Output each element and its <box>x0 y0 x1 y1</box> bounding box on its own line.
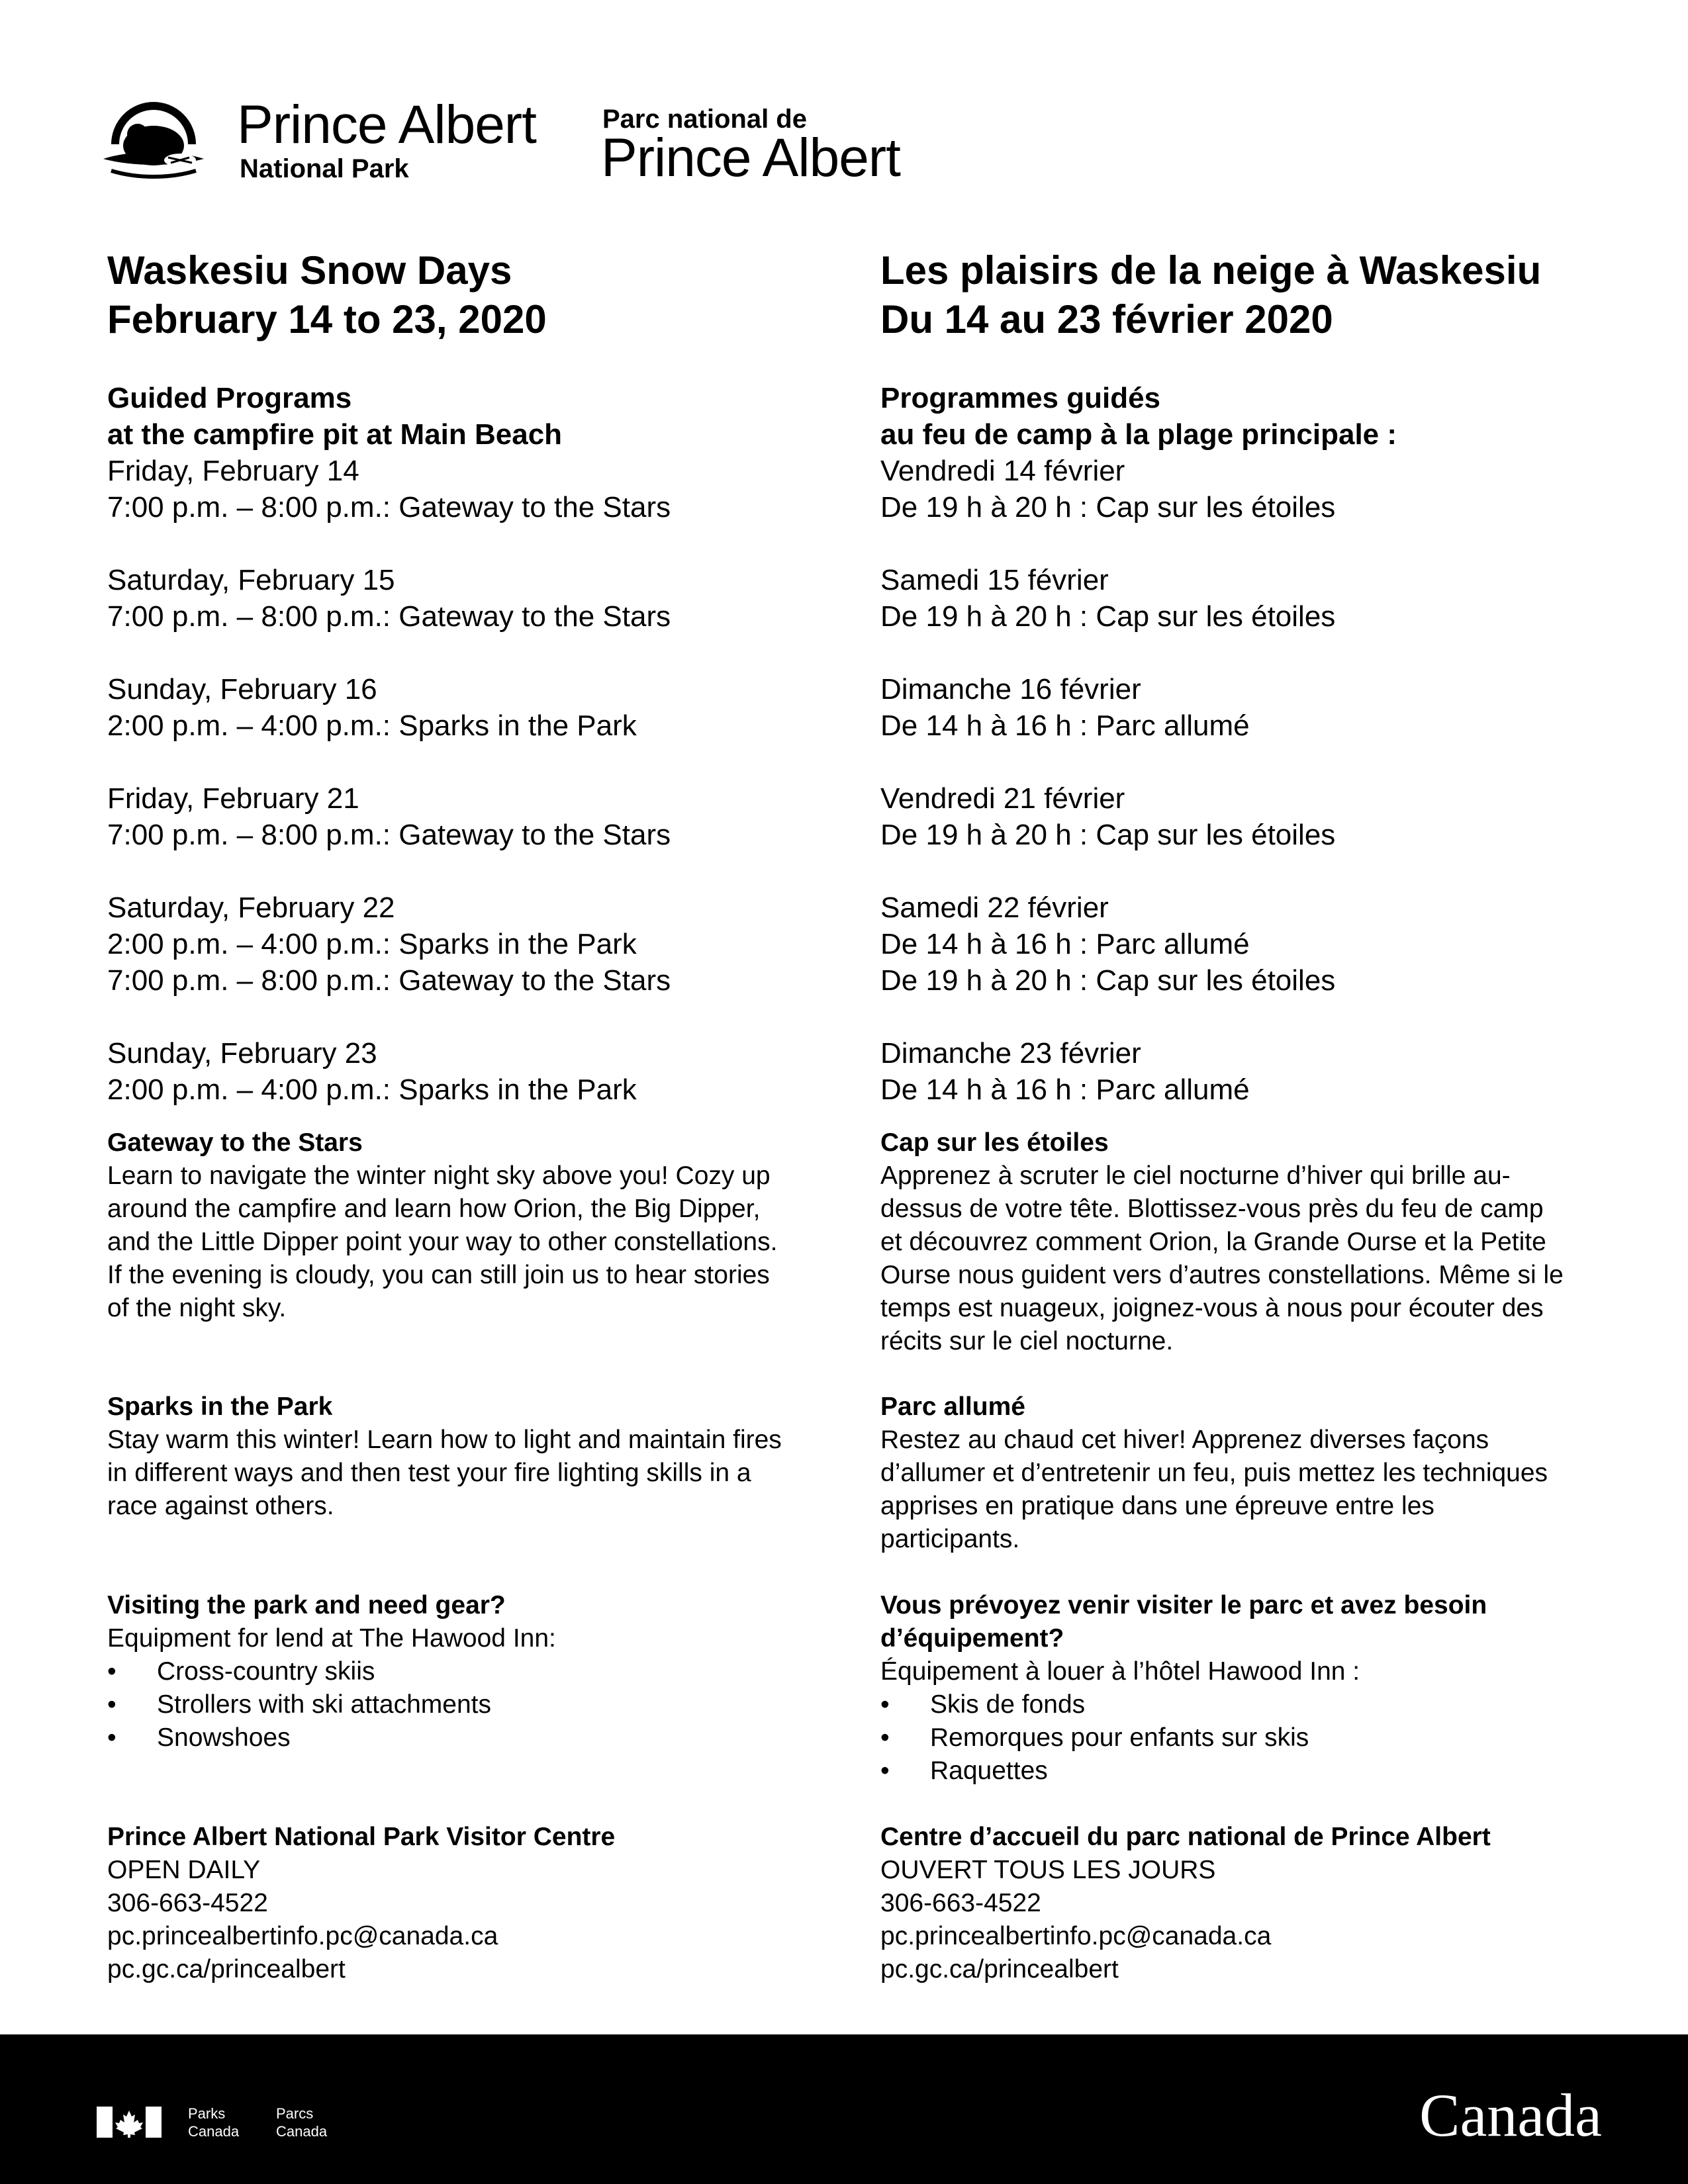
gateway-heading: Cap sur les étoiles <box>880 1128 1109 1157</box>
list-item: • Raquettes <box>880 1754 1622 1788</box>
schedule <box>880 453 1622 1108</box>
gateway-text: et découvrez comment Orion, la Grande Ourse et la Petite <box>880 1228 1546 1256</box>
day-label: Vendredi 14 février <box>880 455 1125 487</box>
canada-wordmark: Canada <box>1419 2081 1602 2149</box>
event-dates: Du 14 au 23 février 2020 <box>880 297 1333 341</box>
visitor-email: pc.princealbertinfo.pc@canada.ca <box>107 1922 498 1950</box>
gateway-text: If the evening is cloudy, you can still join us to hear stories <box>107 1261 770 1289</box>
park-name-en-sub: National Park <box>240 154 409 183</box>
program-time: 7:00 p.m. – 8:00 p.m.: Gateway to the Stars <box>107 819 671 851</box>
visitor-website: pc.gc.ca/princealbert <box>107 1955 346 1983</box>
program-time: 7:00 p.m. – 8:00 p.m.: Gateway to the Stars <box>107 964 671 997</box>
program-time: De 19 h à 20 h : Cap sur les étoiles <box>880 491 1336 523</box>
gear-intro: Équipement à louer à l’hôtel Hawood Inn : <box>880 1657 1360 1686</box>
guided-programs-title: Programmes guidés <box>880 382 1161 414</box>
list-item: • Strollers with ski attachments <box>107 1688 849 1721</box>
guided-programs-location: at the campfire pit at Main Beach <box>107 418 563 451</box>
canada-label: Canada <box>276 2123 328 2140</box>
gateway-text: around the campfire and learn how Orion, the Big Dipper, <box>107 1195 761 1223</box>
schedule-day <box>880 671 1622 744</box>
park-name-en: Prince Albert <box>237 95 536 155</box>
sparks-section <box>107 1390 849 1523</box>
schedule-day <box>880 889 1622 999</box>
schedule-day <box>880 780 1622 853</box>
gear-list <box>107 1655 849 1754</box>
list-item: • Snowshoes <box>107 1721 849 1754</box>
visitor-phone: 306-663-4522 <box>880 1889 1041 1917</box>
gear-section <box>107 1589 849 1754</box>
visitor-email: pc.princealbertinfo.pc@canada.ca <box>880 1922 1272 1950</box>
park-name-fr: Prince Albert <box>601 128 900 188</box>
visitor-hours: OPEN DAILY <box>107 1856 261 1884</box>
gateway-text: temps est nuageux, joignez-vous à nous pour écouter des <box>880 1294 1544 1322</box>
program-time: 2:00 p.m. – 4:00 p.m.: Sparks in the Park <box>107 928 637 960</box>
day-label: Saturday, February 15 <box>107 564 395 596</box>
gear-heading-cont: d’équipement? <box>880 1624 1064 1653</box>
event-title: Waskesiu Snow Days <box>107 248 512 293</box>
program-time: De 14 h à 16 h : Parc allumé <box>880 709 1250 742</box>
parks-canada-en <box>188 2105 239 2140</box>
sparks-text: d’allumer et d’entretenir un feu, puis mettez les techniques <box>880 1459 1548 1487</box>
schedule <box>107 453 849 1108</box>
program-time: De 19 h à 20 h : Cap sur les étoiles <box>880 819 1336 851</box>
visitor-website: pc.gc.ca/princealbert <box>880 1955 1119 1983</box>
schedule-day <box>880 562 1622 635</box>
gear-list <box>880 1688 1622 1788</box>
sparks-heading: Parc allumé <box>880 1392 1025 1421</box>
parks-label: Parks <box>188 2105 226 2122</box>
guided-programs-title: Guided Programs <box>107 382 352 414</box>
guided-programs-heading <box>107 380 849 453</box>
sparks-section <box>880 1390 1622 1556</box>
french-column <box>880 246 1622 1986</box>
day-label: Sunday, February 23 <box>107 1037 377 1069</box>
gateway-text: Learn to navigate the winter night sky above you! Cozy up <box>107 1161 771 1190</box>
gateway-text: Apprenez à scruter le ciel nocturne d’hiver qui brille au- <box>880 1161 1511 1190</box>
event-title: Les plaisirs de la neige à Waskesiu <box>880 248 1542 293</box>
sparks-text: race against others. <box>107 1492 334 1520</box>
sparks-heading: Sparks in the Park <box>107 1392 333 1421</box>
schedule-day <box>880 453 1622 525</box>
visitor-heading: Centre d’accueil du parc national de Prince Albert <box>880 1823 1491 1851</box>
gear-section <box>880 1589 1622 1788</box>
schedule-day <box>107 453 849 525</box>
gateway-section <box>107 1126 849 1325</box>
visitor-centre <box>107 1821 849 1986</box>
day-label: Friday, February 21 <box>107 782 359 815</box>
schedule-day <box>880 1035 1622 1108</box>
day-label: Dimanche 23 février <box>880 1037 1141 1069</box>
program-time: 2:00 p.m. – 4:00 p.m.: Sparks in the Park <box>107 709 637 742</box>
guided-programs-location: au feu de camp à la plage principale : <box>880 418 1397 451</box>
schedule-day <box>107 671 849 744</box>
park-name-fr-sub: Parc national de <box>602 105 807 134</box>
gear-intro: Equipment for lend at The Hawood Inn: <box>107 1624 556 1653</box>
gateway-section <box>880 1126 1622 1358</box>
gateway-text: Ourse nous guident vers d’autres constellations. Même si le <box>880 1261 1564 1289</box>
day-label: Saturday, February 22 <box>107 891 395 924</box>
schedule-day <box>107 780 849 853</box>
sparks-text: in different ways and then test your fire lighting skills in a <box>107 1459 751 1487</box>
schedule-day <box>107 562 849 635</box>
sparks-text: apprises en pratique dans une épreuve entre les <box>880 1492 1434 1520</box>
parcs-canada-fr <box>276 2105 327 2140</box>
gear-heading: Vous prévoyez venir visiter le parc et avez besoin <box>880 1591 1487 1619</box>
guided-programs-heading <box>880 380 1622 453</box>
schedule-day <box>107 889 849 999</box>
list-item: • Remorques pour enfants sur skis <box>880 1721 1622 1754</box>
gear-heading: Visiting the park and need gear? <box>107 1591 506 1619</box>
program-time: 7:00 p.m. – 8:00 p.m.: Gateway to the Stars <box>107 491 671 523</box>
sparks-text: Restez au chaud cet hiver! Apprenez diverses façons <box>880 1426 1489 1454</box>
day-label: Dimanche 16 février <box>880 673 1141 705</box>
day-label: Friday, February 14 <box>107 455 359 487</box>
program-time: 2:00 p.m. – 4:00 p.m.: Sparks in the Park <box>107 1073 637 1106</box>
visitor-phone: 306-663-4522 <box>107 1889 268 1917</box>
schedule-day <box>107 1035 849 1108</box>
beaver-icon <box>99 98 208 180</box>
day-label: Samedi 15 février <box>880 564 1109 596</box>
day-label: Vendredi 21 février <box>880 782 1125 815</box>
list-item: • Skis de fonds <box>880 1688 1622 1721</box>
program-time: De 14 h à 16 h : Parc allumé <box>880 928 1250 960</box>
sparks-text: participants. <box>880 1525 1020 1553</box>
parcs-label: Parcs <box>276 2105 314 2122</box>
sparks-text: Stay warm this winter! Learn how to light and maintain fires <box>107 1426 782 1454</box>
day-label: Sunday, February 16 <box>107 673 377 705</box>
gateway-text: and the Little Dipper point your way to other constellations. <box>107 1228 778 1256</box>
gateway-text: dessus de votre tête. Blottissez-vous près du feu de camp <box>880 1195 1544 1223</box>
day-label: Samedi 22 février <box>880 891 1109 924</box>
visitor-hours: OUVERT TOUS LES JOURS <box>880 1856 1216 1884</box>
list-item: • Cross-country skiis <box>107 1655 849 1688</box>
english-column <box>107 246 849 1986</box>
program-time: De 19 h à 20 h : Cap sur les étoiles <box>880 964 1336 997</box>
program-time: 7:00 p.m. – 8:00 p.m.: Gateway to the Stars <box>107 600 671 633</box>
visitor-heading: Prince Albert National Park Visitor Centre <box>107 1823 616 1851</box>
event-dates: February 14 to 23, 2020 <box>107 297 547 341</box>
program-time: De 19 h à 20 h : Cap sur les étoiles <box>880 600 1336 633</box>
gateway-heading: Gateway to the Stars <box>107 1128 363 1157</box>
canada-flag-icon <box>97 2107 162 2138</box>
canada-label: Canada <box>188 2123 240 2140</box>
gateway-text: récits sur le ciel nocturne. <box>880 1327 1174 1355</box>
gateway-text: of the night sky. <box>107 1294 287 1322</box>
program-time: De 14 h à 16 h : Parc allumé <box>880 1073 1250 1106</box>
visitor-centre <box>880 1821 1622 1986</box>
